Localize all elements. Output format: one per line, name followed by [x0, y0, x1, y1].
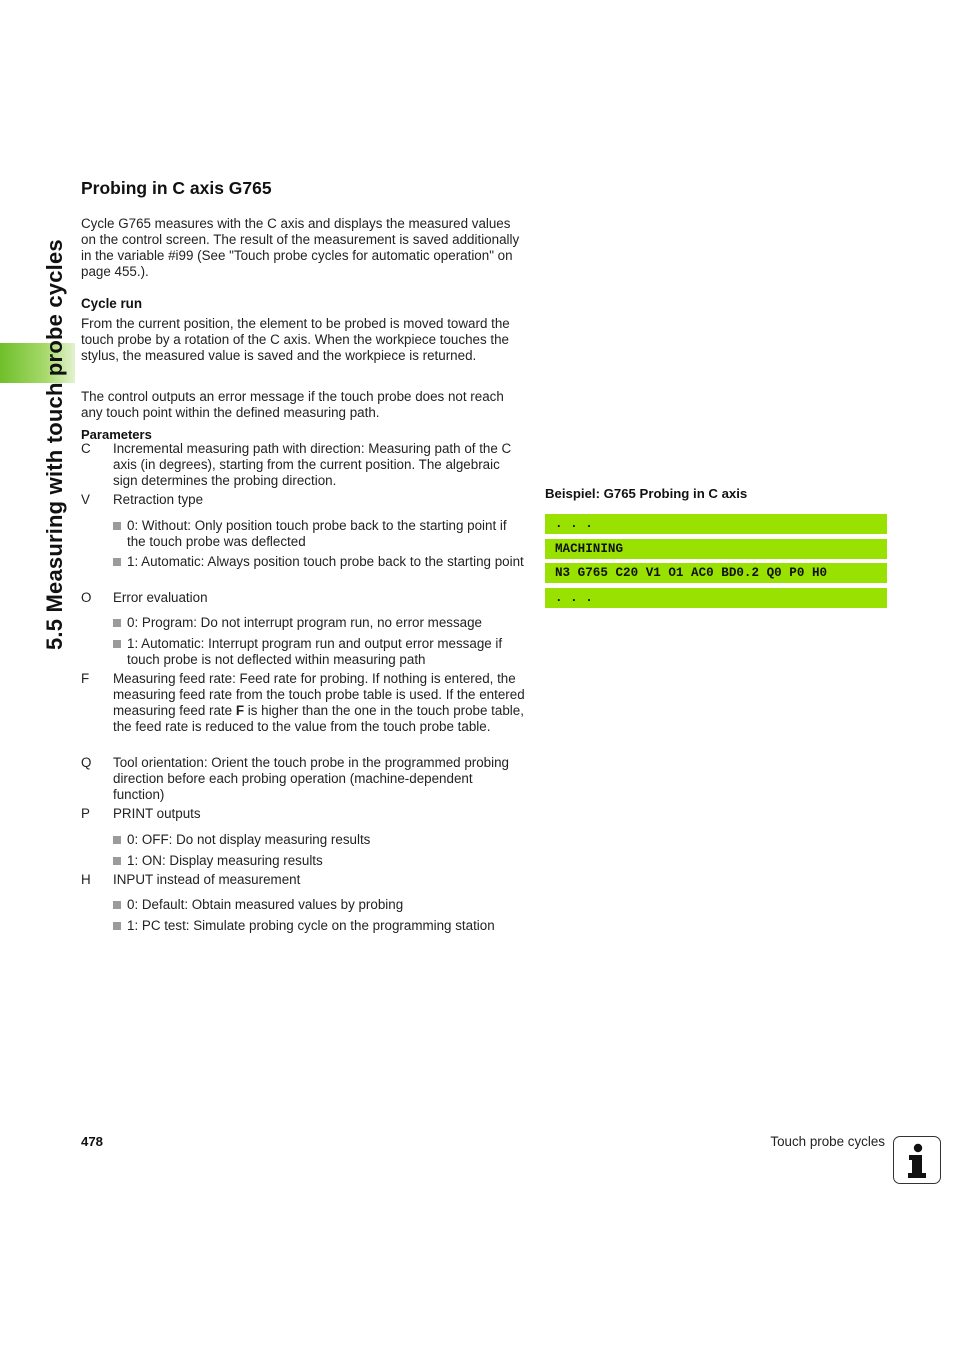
bullet-square-icon: [113, 922, 121, 930]
param-f-bold-symbol: F: [235, 703, 245, 719]
param-text-q: Tool orientation: Orient the touch probe in the programmed probing direction before each probing operation (machine-dependent function): [113, 755, 510, 803]
bullet-square-icon: [113, 619, 121, 627]
bullet-square-icon: [113, 558, 121, 566]
bullet-square-icon: [113, 901, 121, 909]
footer-chapter-title: Touch probe cycles: [770, 1134, 885, 1149]
param-key-h: H: [81, 872, 91, 887]
bullet-p-0: 0: OFF: Do not display measuring results: [113, 832, 525, 848]
section-title: Probing in C axis G765: [81, 178, 272, 198]
param-key-p: P: [81, 806, 90, 821]
code-line: MACHINING: [545, 539, 887, 559]
bullet-square-icon: [113, 640, 121, 648]
bullet-square-icon: [113, 836, 121, 844]
param-text-p: PRINT outputs: [113, 806, 201, 821]
intro-paragraph: Cycle G765 measures with the C axis and displays the measured values on the control screen. The result of the measurement is saved additionally in the variable #i99 (See "Touch probe cycles for automatic operation" on page 455.).: [81, 216, 520, 280]
parameters-heading: Parameters: [81, 427, 152, 442]
bullet-h-0: 0: Default: Obtain measured values by probing: [113, 897, 525, 913]
param-key-q: Q: [81, 755, 92, 770]
code-line: N3 G765 C20 V1 O1 AC0 BD0.2 Q0 P0 H0: [545, 563, 887, 583]
bullet-v-0: 0: Without: Only position touch probe back to the starting point if the touch probe was deflected: [113, 518, 525, 550]
param-text-o: Error evaluation: [113, 590, 208, 605]
bullet-v-1: 1: Automatic: Always position touch probe back to the starting point: [113, 554, 525, 570]
page-number: 478: [81, 1134, 104, 1149]
info-glyph: [894, 1137, 939, 1182]
param-key-f: F: [81, 671, 90, 686]
code-line: . . .: [545, 514, 887, 534]
cycle-run-paragraph-2: The control outputs an error message if the touch probe does not reach any touch point within the defined measuring path.: [81, 389, 504, 421]
bullet-square-icon: [113, 522, 121, 530]
param-key-c: C: [81, 441, 91, 456]
cycle-run-heading: Cycle run: [81, 296, 143, 311]
param-key-o: O: [81, 590, 92, 605]
cycle-run-paragraph-1: From the current position, the element to be probed is moved toward the touch probe by a rotation of the C axis. When the workpiece touches the stylus, the measured value is saved and the workpiece is returned.: [81, 316, 510, 364]
bullet-square-icon: [113, 857, 121, 865]
bullet-o-0: 0: Program: Do not interrupt program run, no error message: [113, 615, 525, 631]
param-text-c: Incremental measuring path with direction: Measuring path of the C axis (in degrees), starting from the current position. The algebraic sign determines the probing direction.: [113, 441, 512, 489]
info-icon: [893, 1136, 941, 1184]
example-title: Beispiel: G765 Probing in C axis: [545, 486, 748, 501]
param-text-f: Measuring feed rate: Feed rate for probing. If nothing is entered, the measuring feed rate from the touch probe table is used. If the entered measuring feed rate F is higher than the one in the touch probe table, the feed rate is reduced to the value from the touch probe table.: [113, 671, 525, 735]
side-chapter-title: [0, 0, 75, 660]
bullet-h-1: 1: PC test: Simulate probing cycle on the programming station: [113, 918, 525, 934]
param-text-v: Retraction type: [113, 492, 204, 507]
param-key-v: V: [81, 492, 90, 507]
bullet-p-1: 1: ON: Display measuring results: [113, 853, 525, 869]
param-text-h: INPUT instead of measurement: [113, 872, 301, 887]
code-line: . . .: [545, 588, 887, 608]
bullet-o-1: 1: Automatic: Interrupt program run and output error message if touch probe is not deflected within measuring path: [113, 636, 525, 668]
side-title-text: 5.5 Measuring with touch probe cycles: [42, 239, 67, 650]
